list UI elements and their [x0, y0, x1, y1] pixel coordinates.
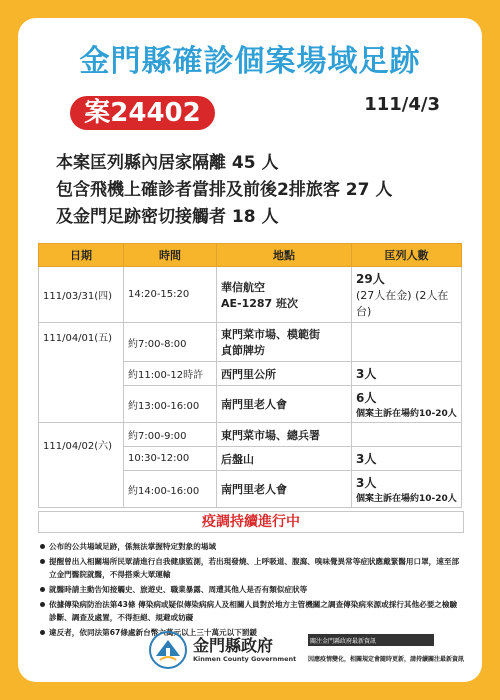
- row-time: 約14:00-16:00: [124, 471, 217, 508]
- row-location: 南門里老人會: [217, 471, 352, 508]
- summary: [56, 150, 392, 231]
- row-count-note: 個案主訴在場約10-20人: [356, 494, 457, 504]
- row-date: 111/03/31(四): [39, 267, 124, 323]
- row-count-note: (27人在金) (2人在台): [356, 289, 449, 318]
- org-name-en: Kinmen County Government: [193, 655, 297, 663]
- header-time: 時間: [124, 244, 217, 267]
- follow-text: 關注金門縣政府最新資訊: [310, 638, 377, 645]
- list-item: 違反者，依同法第67條處新台幣六萬元以上三十萬元以下罰鍰: [40, 626, 460, 639]
- row-count: [352, 423, 462, 447]
- county-logo-icon: [148, 630, 188, 670]
- summary-line-2: 包含飛機上確診者當排及前後2排旅客 27 人: [56, 180, 393, 200]
- row-count-value: 6人: [356, 391, 377, 405]
- case-badge: 案24402: [70, 96, 215, 130]
- row-date: 111/04/02(六): [39, 423, 124, 508]
- row-count-value: 3人: [356, 452, 377, 466]
- row-count-value: 3人: [356, 476, 377, 490]
- row-count: [352, 447, 462, 471]
- row-time: 14:20-15:20: [124, 267, 217, 323]
- row-location: 華信航空 AE-1287 班次: [217, 267, 352, 323]
- ongoing-banner: 疫調持續進行中: [38, 511, 464, 533]
- row-time: 約7:00-9:00: [124, 423, 217, 447]
- row-time: 約11:00-12時許: [124, 362, 217, 386]
- bullet-icon: [40, 544, 45, 549]
- bullet-icon: [40, 602, 45, 607]
- poster-card: [18, 18, 482, 682]
- row-time: 約13:00-16:00: [124, 386, 217, 423]
- row-count-value: 3人: [356, 367, 377, 381]
- remind-text: 因應疫情變化，相關規定會隨時更新，請持續關注最新資訊: [308, 656, 465, 663]
- bullet-icon: [40, 630, 45, 635]
- table-row: [39, 423, 462, 447]
- header-location: 地點: [217, 244, 352, 267]
- footprint-table: [38, 243, 462, 508]
- summary-line-3: 及金門足跡密切接觸者 18 人: [56, 207, 279, 227]
- summary-line-1: 本案匡列縣內居家隔離 45 人: [56, 153, 279, 173]
- notes-list: [40, 540, 460, 641]
- table-header-row: [39, 244, 462, 267]
- list-item: 公布的公共場域足跡，係無法掌握特定對象的場域: [40, 540, 460, 553]
- row-count: [352, 323, 462, 362]
- row-time: 約7:00-8:00: [124, 323, 217, 362]
- bullet-icon: [40, 587, 45, 592]
- row-count: [352, 471, 462, 508]
- header-count: 匡列人數: [352, 244, 462, 267]
- row-count-value: 29人: [356, 272, 385, 286]
- row-count: [352, 267, 462, 323]
- poster-title: 金門縣確診個案場域足跡: [79, 44, 421, 79]
- row-location: 南門里老人會: [217, 386, 352, 423]
- org-name-zh: 金門縣政府: [193, 636, 274, 655]
- row-count-note: 個案主訴在場約10-20人: [356, 409, 457, 419]
- row-location: 后盤山: [217, 447, 352, 471]
- list-item: 提醒曾出入相關場所民眾請進行自我健康監測，若出現發燒、上呼吸道、腹瀉、嗅味覺異常等症狀應戴緊醫用口罩，速至部立金門醫院就醫，不得搭乘大眾運輸: [40, 555, 460, 581]
- publish-date: 111/4/3: [364, 94, 440, 115]
- list-item: 就醫時請主動告知接觸史、旅遊史、職業暴露、周遭其他人是否有類似症狀等: [40, 583, 460, 596]
- bullet-icon: [40, 559, 45, 564]
- row-time: 10:30-12:00: [124, 447, 217, 471]
- row-location: 東門菜市場、模範街 貞節牌坊: [217, 323, 352, 362]
- table-row: [39, 267, 462, 323]
- row-location: 西門里公所: [217, 362, 352, 386]
- row-location: 東門菜市場、總兵署: [217, 423, 352, 447]
- header-date: 日期: [39, 244, 124, 267]
- row-date: 111/04/01(五): [39, 323, 124, 423]
- list-item: 依據傳染病防治法第43條 傳染病或疑似傳染病病人及相關人員對於地方主管機關之調查傳染病來源或採行其他必要之檢驗診斷、調查及處置，不得拒絕、規避或妨礙: [40, 598, 460, 624]
- row-count: [352, 362, 462, 386]
- row-count: [352, 386, 462, 423]
- table-row: [39, 323, 462, 362]
